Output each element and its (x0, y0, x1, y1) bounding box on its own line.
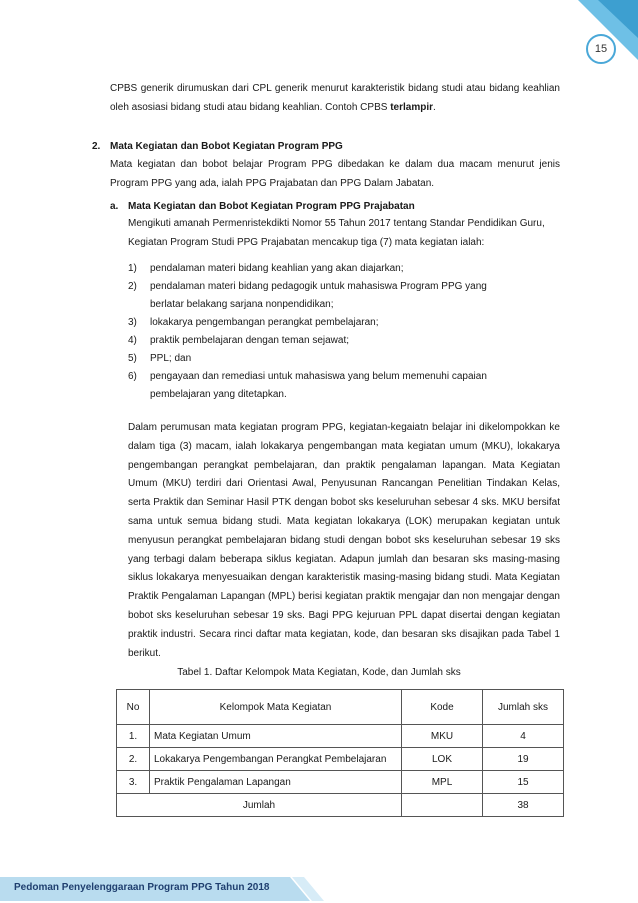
table-row (117, 771, 564, 794)
cell-no: 3. (117, 771, 150, 794)
section-number: 2. (92, 141, 101, 152)
intro-text: CPBS generik dirumuskan dari CPL generik menurut karakteristik bidang studi atau bidang keahlian oleh asosiasi bidang studi atau bidang keahlian. Contoh CPBS (110, 83, 560, 113)
list-item-num: 2) (128, 281, 137, 292)
cell-sks: 15 (483, 771, 564, 794)
list-item: pendalaman materi bidang pedagogik untuk mahasiswa Program PPG yang (150, 281, 487, 292)
header-no: No (117, 690, 150, 725)
cell-sks: 19 (483, 748, 564, 771)
cell-name: Praktik Pengalaman Lapangan (150, 771, 402, 794)
total-empty (402, 794, 483, 817)
header-jumlah: Jumlah sks (483, 690, 564, 725)
cell-sks: 4 (483, 725, 564, 748)
cell-code: MKU (402, 725, 483, 748)
header-kelompok: Kelompok Mata Kegiatan (150, 690, 402, 725)
cell-code: LOK (402, 748, 483, 771)
list-item-num: 1) (128, 263, 137, 274)
intro-end: . (433, 102, 436, 113)
intro-bold: terlampir (390, 102, 433, 113)
list-item-num: 5) (128, 353, 137, 364)
sks-table (116, 689, 564, 817)
header-kode: Kode (402, 690, 483, 725)
list-item-num: 6) (128, 371, 137, 382)
list-item-num: 3) (128, 317, 137, 328)
list-item-num: 4) (128, 335, 137, 346)
page-number: 15 (586, 34, 616, 64)
subsection-heading: Mata Kegiatan dan Bobot Kegiatan Program PPG Prajabatan (128, 201, 415, 212)
table-caption: Tabel 1. Daftar Kelompok Mata Kegiatan, Kode, dan Jumlah sks (177, 667, 461, 678)
list-item: pengayaan dan remediasi untuk mahasiswa yang belum memenuhi capaian (150, 371, 487, 382)
table-row (117, 725, 564, 748)
list-item-cont: berlatar belakang sarjana nonpendidikan; (150, 299, 334, 310)
list-item: praktik pembelajaran dengan teman sejawat; (150, 335, 350, 346)
cell-name: Mata Kegiatan Umum (150, 725, 402, 748)
subsection-body: Mengikuti amanah Permenristekdikti Nomor 55 Tahun 2017 tentang Standar Pendidikan Guru, Kegiatan Program Studi PPG Prajabatan mencakup tiga (7) mata kegiatan ialah: (128, 218, 545, 248)
cell-no: 2. (117, 748, 150, 771)
cell-name: Lokakarya Pengembangan Perangkat Pembelajaran (150, 748, 402, 771)
footer-title: Pedoman Penyelenggaraan Program PPG Tahun 2018 (14, 882, 270, 893)
section-body: Mata kegiatan dan bobot belajar Program PPG dibedakan ke dalam dua macam menurut jenis Program PPG yang ada, ialah PPG Prajabatan dan PPG Dalam Jabatan. (110, 159, 560, 189)
list-item-cont: pembelajaran yang ditetapkan. (150, 389, 287, 400)
list-item: PPL; dan (150, 353, 192, 364)
intro-paragraph (110, 79, 560, 117)
table-header-row (117, 690, 564, 725)
table-total-row (117, 794, 564, 817)
table-row (117, 748, 564, 771)
cell-code: MPL (402, 771, 483, 794)
section-heading: Mata Kegiatan dan Bobot Kegiatan Program PPG (110, 141, 343, 152)
list-item: lokakarya pengembangan perangkat pembelajaran; (150, 317, 379, 328)
subsection-letter: a. (110, 201, 119, 212)
list-item: pendalaman materi bidang keahlian yang akan diajarkan; (150, 263, 404, 274)
body-paragraph: Dalam perumusan mata kegiatan program PPG, kegiatan-kegaiatn belajar ini dikelompokkan ke dalam tiga (3) macam, ialah lokakarya pengembangan mata kegiatan umum (MKU), lokakarya pengembangan perangkat pembelajaran, dan praktik pengalaman lapangan. Mata Kegiatan Umum (MKU) terdiri dari Orientasi Awal, Penyusunan Rancangan Penelitian Tindakan Kelas, serta Praktik dan Seminar Hasil PTK dengan bobot sks keseluruhan sebesar 4 sks. MKU bersifat sama untuk semua bidang studi. Mata kegiatan lokakarya (LOK) merupakan kegiatan untuk menyusun perangkat pembelajaran bidang studi dengan bobot sks keseluruhan sebesar 19 sks yang terbagi dalam beberapa siklus kegiatan. Adapun jumlah dan besaran sks masing-masing siklus lokakarya menyesuaikan dengan karakteristik masing-masing bidang studi. Mata Kegiatan Praktik Pengalaman Lapangan (MPL) berisi kegiatan praktik mengajar dan non mengajar dengan bobot sks keseluruhan sebesar 19 sks. Bagi PPG kejuruan PPL dapat disertai dengan kegiatan praktik industri. Secara rinci daftar mata kegiatan, kode, dan besaran sks disajikan pada Tabel 1 berikut. (128, 422, 560, 659)
cell-no: 1. (117, 725, 150, 748)
total-value: 38 (483, 794, 564, 817)
total-label: Jumlah (117, 794, 402, 817)
